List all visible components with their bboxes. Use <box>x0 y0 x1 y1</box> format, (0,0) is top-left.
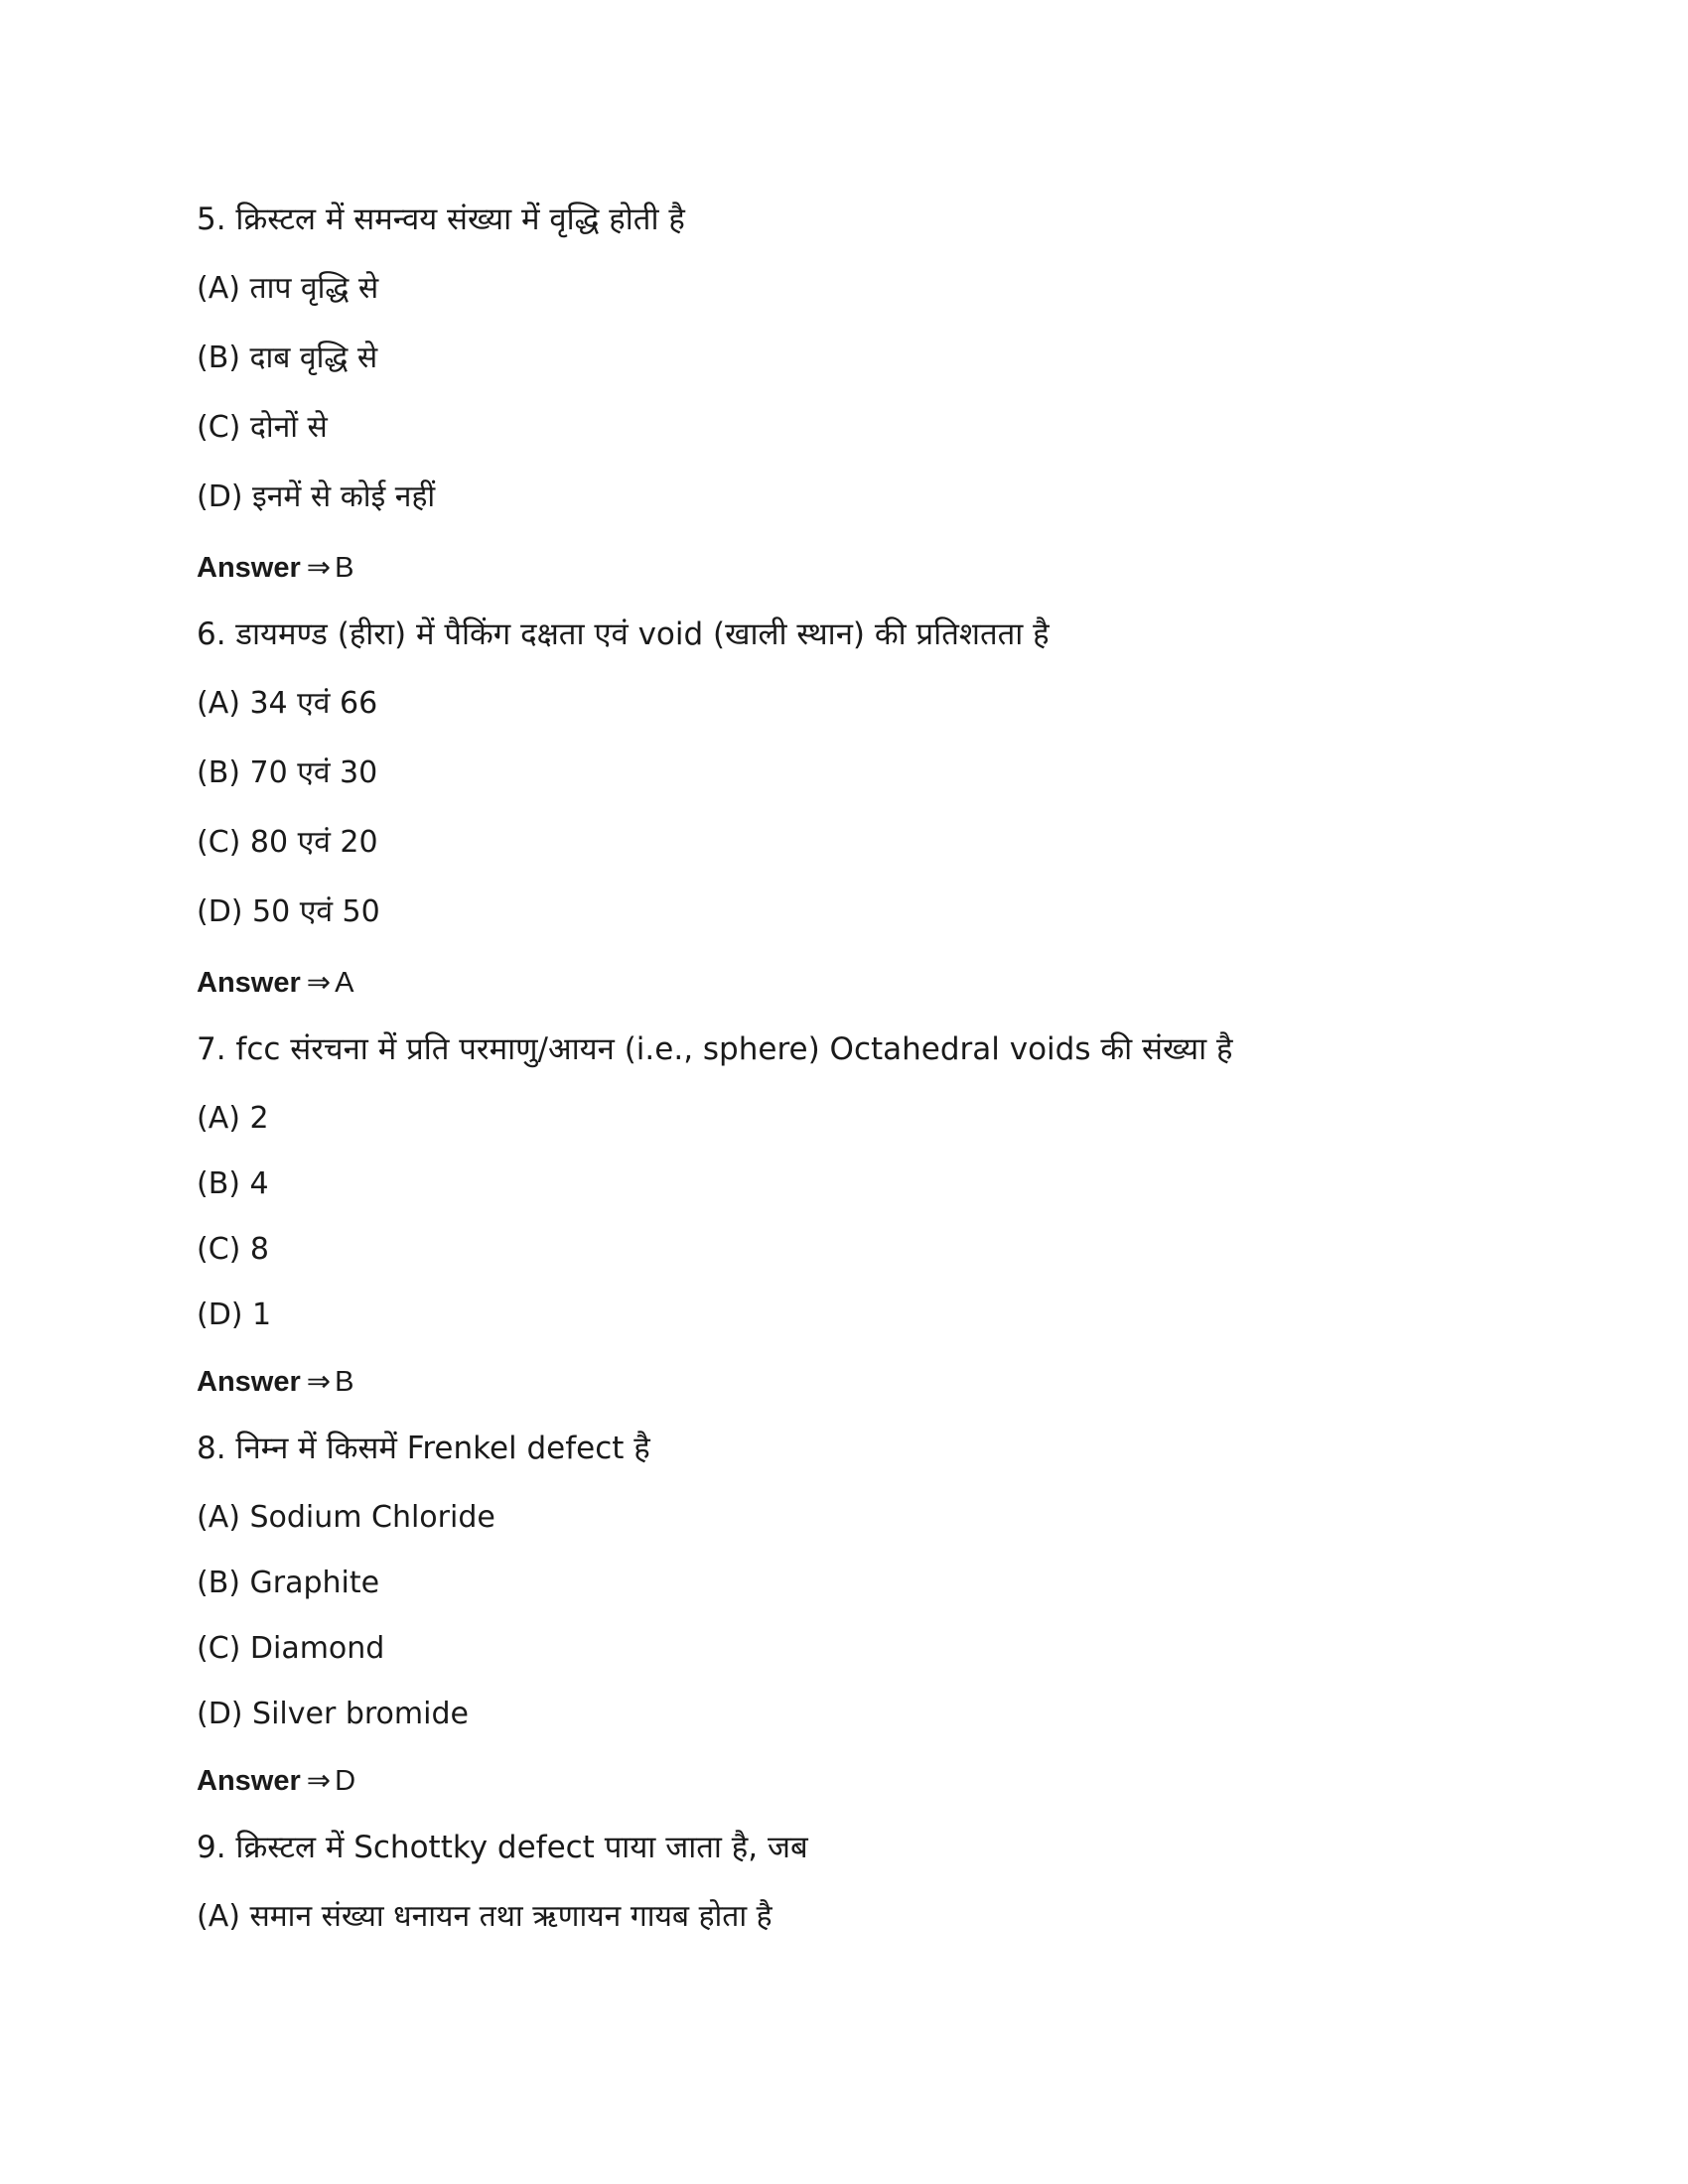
answer-line <box>197 542 1587 592</box>
question-text: 9. क्रिस्टल में Schottky defect पाया जाता है, जब <box>197 1830 808 1865</box>
option-a: (A) समान संख्या धनायन तथा ऋणायन गायब होता है <box>197 1899 773 1934</box>
implies-arrow-icon: ⇒ <box>306 1364 332 1398</box>
option-c: (C) दोनों से <box>197 410 328 445</box>
implies-arrow-icon: ⇒ <box>306 965 332 999</box>
option-d: (D) 1 <box>197 1297 272 1332</box>
question-text: 8. निम्न में किसमें Frenkel defect है <box>197 1431 650 1466</box>
answer-value: D <box>335 1765 356 1797</box>
option-b: (B) Graphite <box>197 1566 380 1600</box>
option-c: (C) 80 एवं 20 <box>197 825 378 860</box>
option-a: (A) ताप वृद्धि से <box>197 271 379 306</box>
option-a: (A) Sodium Chloride <box>197 1500 495 1535</box>
implies-arrow-icon: ⇒ <box>306 1763 332 1797</box>
implies-arrow-icon: ⇒ <box>306 550 332 584</box>
question-text: 7. fcc संरचना में प्रति परमाणु/आयन (i.e., sphere) Octahedral voids की संख्या है <box>197 1031 1233 1067</box>
answer-label: Answer <box>197 1765 301 1797</box>
answer-value: B <box>335 552 354 584</box>
option-c: (C) Diamond <box>197 1631 385 1666</box>
option-b: (B) 4 <box>197 1166 269 1201</box>
option-c: (C) 8 <box>197 1232 269 1267</box>
answer-value: A <box>335 967 354 999</box>
option-a: (A) 2 <box>197 1101 269 1136</box>
answer-line <box>197 1356 1587 1406</box>
option-d: (D) 50 एवं 50 <box>197 894 380 929</box>
question-6 <box>197 610 1587 1007</box>
question-text: 5. क्रिस्टल में समन्वय संख्या में वृद्धि होती है <box>197 202 685 237</box>
question-list <box>197 195 1587 1962</box>
option-b: (B) दाब वृद्धि से <box>197 341 378 375</box>
question-9 <box>197 1823 1587 1942</box>
option-d: (D) इनमें से कोई नहीं <box>197 479 436 514</box>
option-a: (A) 34 एवं 66 <box>197 686 378 721</box>
answer-line <box>197 1755 1587 1805</box>
question-5 <box>197 195 1587 592</box>
question-8 <box>197 1424 1587 1805</box>
answer-value: B <box>335 1366 354 1398</box>
answer-label: Answer <box>197 552 301 584</box>
option-b: (B) 70 एवं 30 <box>197 755 378 790</box>
question-text: 6. डायमण्ड (हीरा) में पैकिंग दक्षता एवं void (खाली स्थान) की प्रतिशतता है <box>197 616 1050 652</box>
answer-line <box>197 957 1587 1007</box>
question-7 <box>197 1024 1587 1406</box>
option-d: (D) Silver bromide <box>197 1697 469 1731</box>
answer-label: Answer <box>197 967 301 999</box>
answer-label: Answer <box>197 1366 301 1398</box>
